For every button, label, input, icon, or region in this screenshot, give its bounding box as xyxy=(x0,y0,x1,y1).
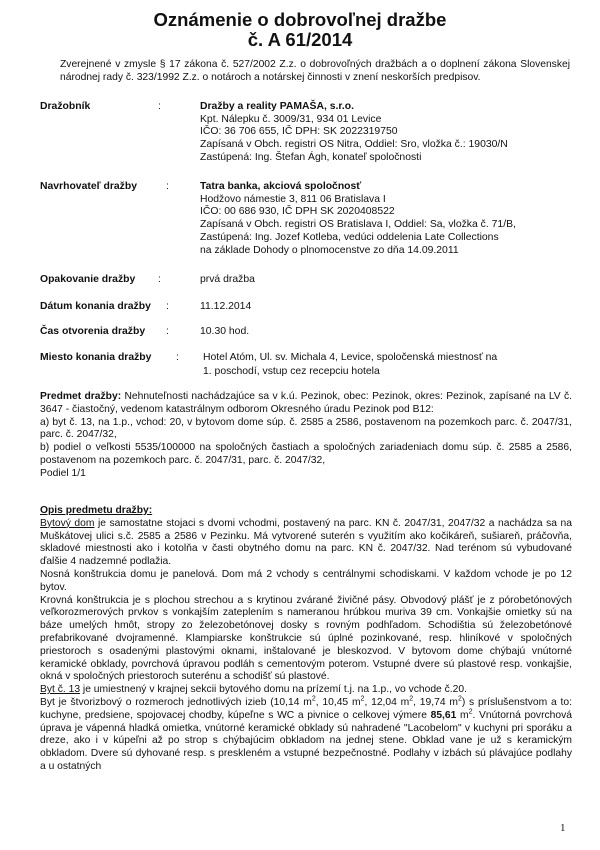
navrhovatel-line: Zastúpená: Ing. Jozef Kotleba, vedúci oddelenia Late Collections xyxy=(200,231,499,243)
sup-2: 2 xyxy=(457,695,462,703)
opakovanie-value: prvá dražba xyxy=(200,274,255,285)
drazobnik-line: IČO: 36 706 655, IČ DPH: SK 2022319750 xyxy=(200,126,398,138)
opis-p5 xyxy=(40,697,572,774)
cas-colon: : xyxy=(166,326,169,337)
drazobnik-colon: : xyxy=(158,101,161,112)
miesto-line1: Hotel Atóm, Ul. sv. Michala 4, Levice, spoločenská miestnosť na xyxy=(203,352,498,363)
opis-p5-text: , 12,04 m xyxy=(364,696,410,708)
document-number: č. A 61/2014 xyxy=(247,29,353,50)
opakovanie-label: Opakovanie dražby xyxy=(40,274,136,285)
drazobnik-line: Zapísaná v Obch. registri OS Nitra, Oddiel: Sro, vložka č.: 19030/N xyxy=(200,139,508,151)
opis-p5-text: ) s príslušenstvom a to: kuchyne, predsiene, spojovacej chodby, kúpeľne s WC a pivnice o celkovej výmere xyxy=(40,696,572,721)
bytovy-dom-label: Bytový dom xyxy=(40,517,95,529)
predmet-section xyxy=(40,391,572,481)
navrhovatel-block xyxy=(200,181,570,257)
opis-p5-text: , 19,74 m xyxy=(413,696,458,708)
miesto-line2: 1. poschodí, vstup cez recepciu hotela xyxy=(203,366,380,377)
opakovanie-colon: : xyxy=(158,274,161,285)
navrhovatel-colon: : xyxy=(166,181,169,192)
sup-2: 2 xyxy=(468,708,473,716)
miesto-colon: : xyxy=(176,352,179,363)
opis-label: Opis predmetu dražby: xyxy=(40,505,153,516)
cas-label: Čas otvorenia dražby xyxy=(40,326,146,337)
intro-paragraph: Zverejnené v zmysle § 17 zákona č. 527/2002 Z.z. o dobrovoľných dražbách a o doplnení zákona Slovenskej národnej rady č. 323/1992 Z.z. o notároch a notárskej činnosti v znení neskorších predpisov. xyxy=(60,59,570,83)
predmet-item-a: a) byt č. 13, na 1.p., vchod: 20, v bytovom dome súp. č. 2585 a 2586, postavenom na pozemkoch parc. č. 2047/31, parc. č. 2047/32, xyxy=(40,416,572,441)
opis-p5-text: . Vnútorná povrchová úprava je vápenná hladká omietka, vnútorné keramické obklady sú nahradené "Lacobelom" v kuchyni pri sporáku a dreze, ako i v kúpeľni až po strop s chýbajúcim obkladom na jednej stene. Obklad vane je už s keramickým obkladom. Dvere sú dyhované resp. s preskleném a vstupné bezpečnostné. Podlahy v izbách sú plávajúce podlahy a u ostatných xyxy=(40,709,572,772)
predmet-text: Nehnuteľnosti nachádzajúce sa v k.ú. Pezinok, obec: Pezinok, okres: Pezinok, zapísané na LV č. 3647 - čiastočný, vedenom katastrálnym odborom Okresného úradu Pezinok pod B12: xyxy=(40,391,572,415)
navrhovatel-line: Zapísaná v Obch. registri OS Bratislava I, Oddiel: Sa, vložka č. 71/B, xyxy=(200,219,516,231)
datum-label: Dátum konania dražby xyxy=(40,301,151,312)
opis-p5-text: , 10,45 m xyxy=(315,696,361,708)
navrhovatel-label: Navrhovateľ dražby xyxy=(40,181,137,192)
navrhovatel-name: Tatra banka, akciová spoločnosť xyxy=(200,181,362,192)
cas-value: 10.30 hod. xyxy=(200,326,250,337)
drazobnik-line: Zastúpená: Ing. Štefan Ágh, konateľ spoločnosti xyxy=(200,151,422,163)
page-number: 1 xyxy=(560,822,566,834)
predmet-item-b: b) podiel o veľkosti 5535/100000 na spoločných častiach a spoločných zariadeniach domu súp. č. 2585 a 2586, postavenom na pozemkoch parc. č. 2047/31, parc. č. 2047/32, xyxy=(40,442,572,466)
opis-p5-text: m xyxy=(456,709,469,721)
navrhovatel-line: Hodžovo námestie 3, 811 06 Bratislava I xyxy=(200,193,386,205)
datum-colon: : xyxy=(166,301,169,312)
navrhovatel-line: IČO: 00 686 930, IČ DPH SK 2020408522 xyxy=(200,206,395,218)
opis-p3: Krovná konštrukcia je s plochou strechou a s krytinou zvárané živičné pásy. Obvodový plášť je z pórobetónových veľkorozmerových prvkov s vonkajším zateplením s nameranou hrúbkou muriva 39 cm. Vonkajšie omietky sú na báze umelých hmôt, stropy zo železobetónovej dosky s rovným podhľadom. Schodištia sú železobetónové prefabrikované dvojramenné. Klampiarske konštrukcie sú úplné pozinkované, resp. hliníkové v spoločných priestoroch s osadenými plastovými oknami, inštalované je bleskozvod. V bytovom dome chýbajú vnútorné keramické obklady, povrchová úpravou podláh s cementovým poterom. Vstupné dvere sú plastové resp. vonkajšie, okná v spoločných priestoroch suterénu a schodišť sú plastové. xyxy=(40,594,572,683)
predmet-label: Predmet dražby: xyxy=(40,391,122,402)
opis-p4: je umiestnený v krajnej sekcii bytového domu na prízemí t.j. na 1.p., vo vchode č.20. xyxy=(80,684,467,696)
drazobnik-block xyxy=(200,101,570,165)
opis-p5-text: Byt je štvorizbový o rozmeroch jednotlivých izieb (10,14 m xyxy=(40,696,312,708)
document-title: Oznámenie o dobrovoľnej dražbe xyxy=(153,9,447,30)
drazobnik-name: Dražby a reality PAMAŠA, s.r.o. xyxy=(200,101,354,112)
celkova-vymera: 85,61 xyxy=(430,709,457,721)
datum-value: 11.12.2014 xyxy=(200,301,252,312)
sup-2: 2 xyxy=(311,695,316,703)
drazobnik-label: Dražobník xyxy=(40,101,91,112)
navrhovatel-line: na základe Dohody o plnomocenstve zo dňa 14.09.2011 xyxy=(200,244,459,256)
miesto-label: Miesto konania dražby xyxy=(40,352,152,363)
sup-2: 2 xyxy=(409,695,414,703)
drazobnik-line: Kpt. Nálepku č. 3009/31, 934 01 Levice xyxy=(200,113,382,125)
byt-label: Byt č. 13 xyxy=(40,684,81,696)
opis-p2: Nosná konštrukcia domu je panelová. Dom má 2 vchody s centrálnymi schodiskami. V každom vchode je po 12 bytov. xyxy=(40,568,572,593)
predmet-podiel: Podiel 1/1 xyxy=(40,467,86,479)
opis-p1: je samostatne stojaci s dvomi vchodmi, postavený na parc. KN č. 2047/31, 2047/32 a nachádza sa na Muškátovej ulici s.č. 2585 a 2586 v Pezinku. Má vytvorené suterén s využitím ako kočikáreň, sušiareň, práčovňa, skladové miestnosti ako i kotolňa v časti obytného domu na parc. KN č. 2047/32. Nad terénom sú vybudované ďalšie 4 nadzemné podlažia. xyxy=(40,517,572,568)
sup-2: 2 xyxy=(360,695,365,703)
opis-section xyxy=(40,505,572,774)
